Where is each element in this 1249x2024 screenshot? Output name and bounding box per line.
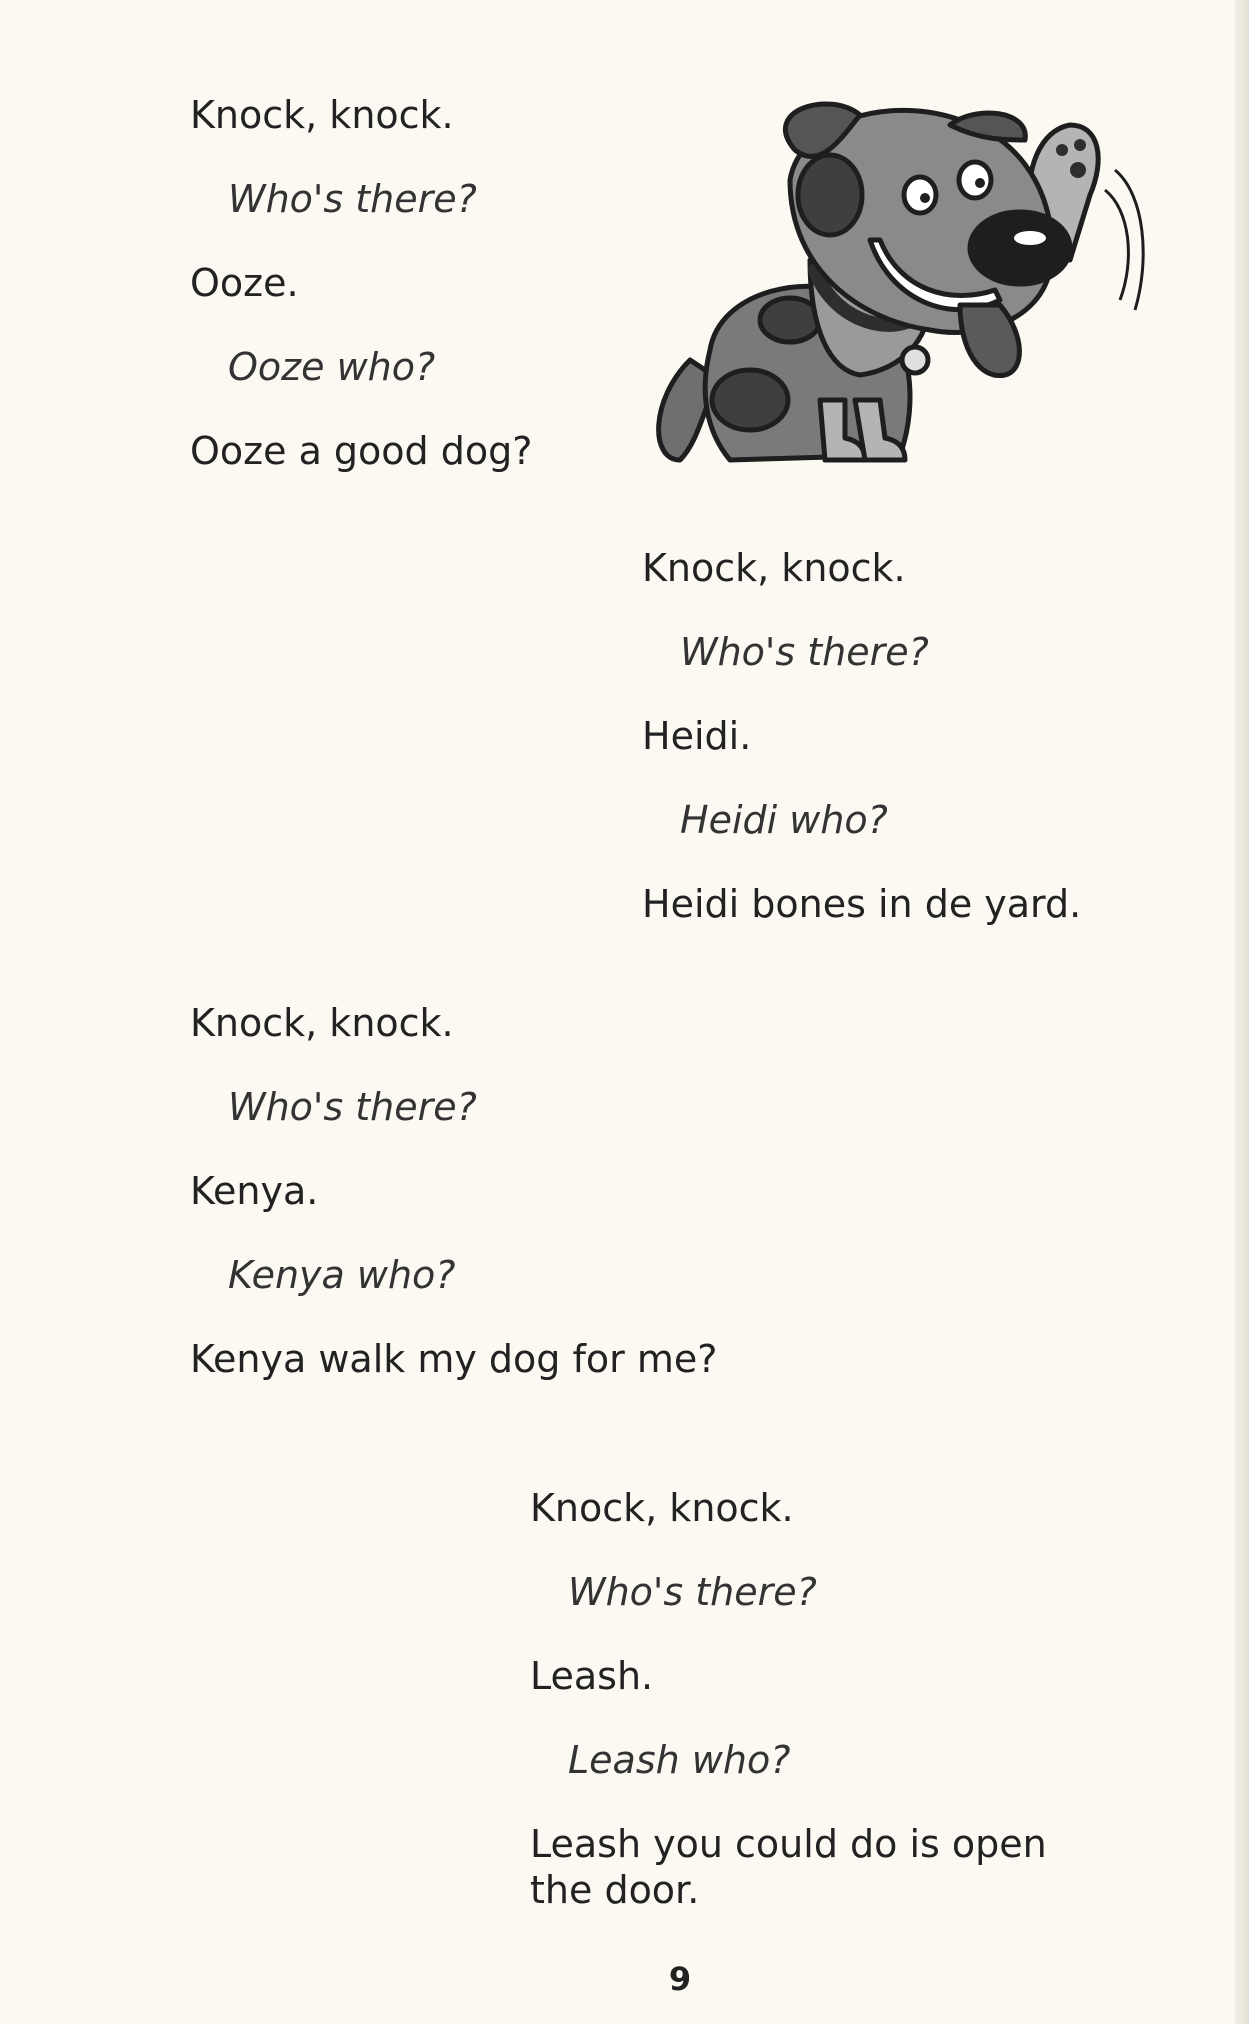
joke-punchline: Heidi bones in de yard. (642, 882, 1082, 926)
joke-who-line: Ooze who? (228, 345, 436, 389)
joke-who-line: Heidi who? (680, 798, 888, 842)
joke-knock-line: Knock, knock. (190, 1001, 454, 1045)
joke-knock-line: Knock, knock. (530, 1486, 794, 1530)
joke-punchline: Leash you could do is open the door. (530, 1822, 1047, 1912)
joke-name-line: Kenya. (190, 1169, 319, 1213)
joke-name-line: Ooze. (190, 261, 299, 305)
joke-who-line: Kenya who? (228, 1253, 456, 1297)
joke-whos-there-line: Who's there? (228, 177, 477, 221)
joke-knock-line: Knock, knock. (190, 93, 454, 137)
joke-whos-there-line: Who's there? (228, 1085, 477, 1129)
joke-name-line: Heidi. (642, 714, 752, 758)
page-number: 9 (668, 1960, 692, 1998)
joke-knock-line: Knock, knock. (642, 546, 906, 590)
joke-name-line: Leash. (530, 1654, 654, 1698)
waving-dog-icon (630, 100, 1170, 480)
joke-whos-there-line: Who's there? (568, 1570, 817, 1614)
page-edge (1235, 0, 1249, 2024)
joke-who-line: Leash who? (568, 1738, 791, 1782)
joke-punchline: Ooze a good dog? (190, 429, 533, 473)
joke-punchline: Kenya walk my dog for me? (190, 1337, 718, 1381)
joke-whos-there-line: Who's there? (680, 630, 929, 674)
